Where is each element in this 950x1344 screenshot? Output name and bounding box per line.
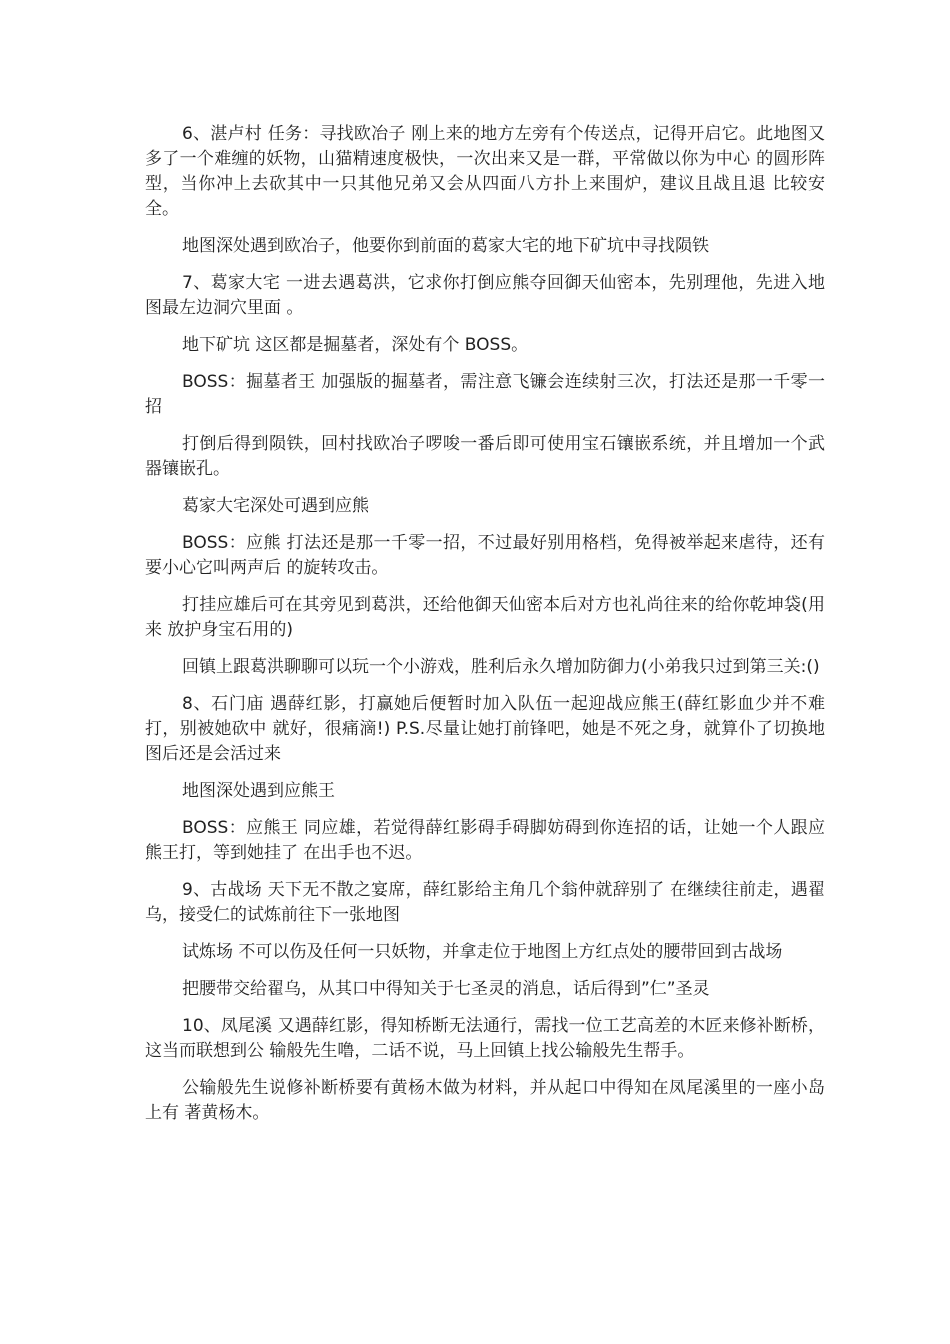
paragraph-16: 把腰带交给翟乌，从其口中得知关于七圣灵的消息，话后得到”仁”圣灵 [182, 979, 710, 999]
paragraph-6: 打倒后得到陨铁，回村找欧冶子啰唆一番后即可使用宝石镶嵌系统，并且增加一个武器镶嵌孔。 [145, 434, 825, 479]
paragraph-4: 地下矿坑 这区都是掘墓者，深处有个 BOSS。 [182, 335, 529, 355]
paragraph-9: 打挂应雄后可在其旁见到葛洪，还给他御天仙密本后对方也礼尚往来的给你乾坤袋(用来 放护身宝石用的) [145, 595, 825, 640]
paragraph-3: 7、葛家大宅 一进去遇葛洪，它求你打倒应熊夺回御天仙密本，先别理他，先进入地图最左边洞穴里面 。 [145, 273, 825, 318]
paragraph-1: 6、湛卢村 任务：寻找欧冶子 刚上来的地方左旁有个传送点，记得开启它。此地图又多了一个难缠的妖物，山猫精速度极快，一次出来又是一群，平常做以你为中心 的圆形阵型，当你冲上去砍其中一只其他兄弟又会从四面八方扑上来围炉，建议且战且退 比较安全。 [145, 124, 825, 219]
paragraph-18: 公输般先生说修补断桥要有黄杨木做为材料，并从起口中得知在凤尾溪里的一座小岛上有 著黄杨木。 [145, 1078, 825, 1123]
paragraph-13: BOSS：应熊王 同应雄，若觉得薛红影碍手碍脚妨碍到你连招的话，让她一个人跟应熊王打，等到她挂了 在出手也不迟。 [145, 818, 825, 863]
paragraph-14: 9、古战场 天下无不散之宴席，薛红影给主角几个翁仲就辞别了 在继续往前走，遇翟乌，接受仁的试炼前往下一张地图 [145, 880, 825, 925]
document-page [145, 122, 825, 1138]
paragraph-10: 回镇上跟葛洪聊聊可以玩一个小游戏，胜利后永久增加防御力(小弟我只过到第三关:() [182, 657, 820, 677]
paragraph-7: 葛家大宅深处可遇到应熊 [182, 496, 369, 516]
paragraph-8: BOSS：应熊 打法还是那一千零一招，不过最好别用格档，免得被举起来虐待，还有要小心它叫两声后 的旋转攻击。 [145, 533, 825, 578]
paragraph-11: 8、石门庙 遇薛红影，打赢她后便暂时加入队伍一起迎战应熊王(薛红影血少并不难打，别被她砍中 就好，很痛滴!) P.S.尽量让她打前锋吧，她是不死之身，就算仆了切换地图后还是会活过来 [145, 694, 825, 764]
paragraph-17: 10、凤尾溪 又遇薛红影，得知桥断无法通行，需找一位工艺高差的木匠来修补断桥，这当而联想到公 输般先生噜，二话不说，马上回镇上找公输般先生帮手。 [145, 1016, 825, 1061]
paragraph-2: 地图深处遇到欧冶子，他要你到前面的葛家大宅的地下矿坑中寻找陨铁 [182, 236, 709, 256]
paragraph-12: 地图深处遇到应熊王 [182, 781, 335, 801]
paragraph-5: BOSS：掘墓者王 加强版的掘墓者，需注意飞镰会连续射三次，打法还是那一千零一招 [145, 372, 825, 417]
paragraph-15: 试炼场 不可以伤及任何一只妖物，并拿走位于地图上方红点处的腰带回到古战场 [182, 942, 783, 962]
